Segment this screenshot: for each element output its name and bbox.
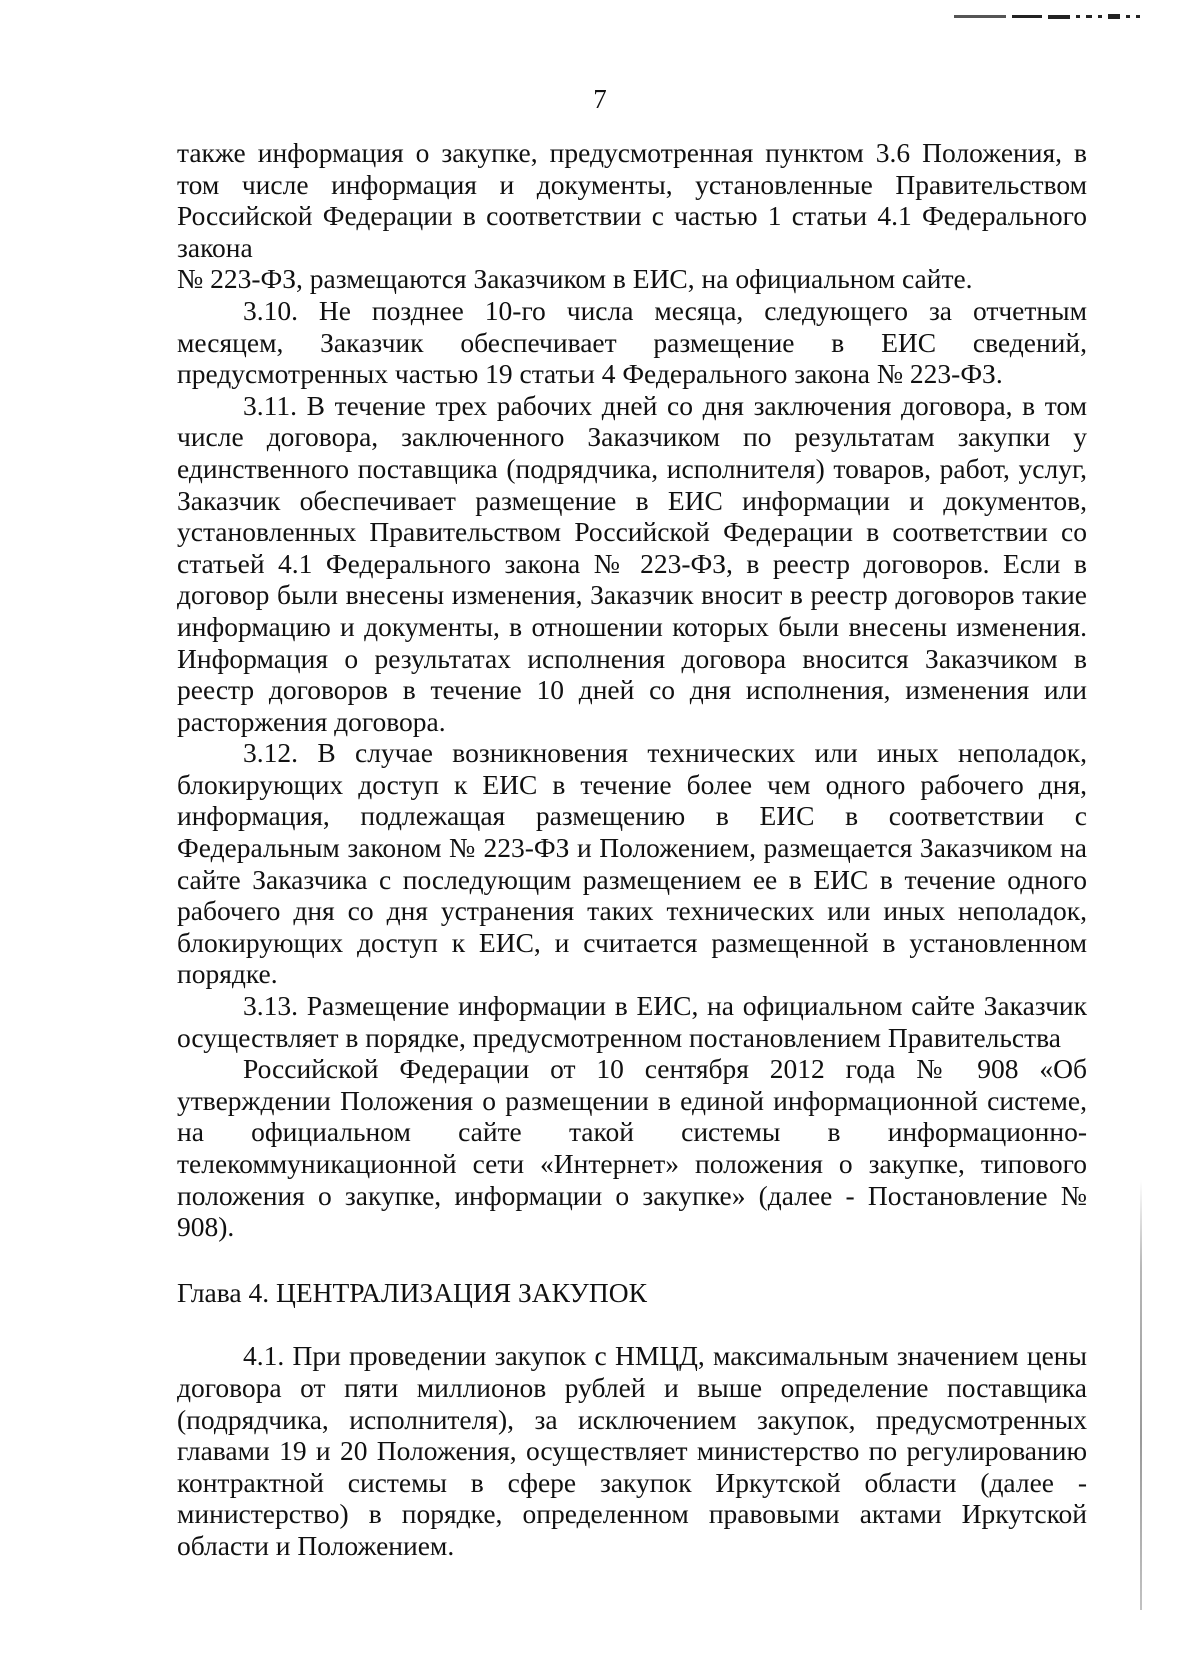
paragraph-3-11: 3.11. В течение трех рабочих дней со дня заключения договора, в том числе договора, заключенного Заказчиком по результатам закупки у единственного поставщика (подрядчика, исполнителя) товаров, работ, услуг, Заказчик обеспечивает размещение в ЕИС информации и документов, установленных Правительством Российской Федерации в соответствии со статьей 4.1 Федерального закона № 223-ФЗ, в реестр договоров. Если в договор были внесены изменения, Заказчик вносит в реестр договоров такие информацию и документы, в отношении которых были внесены изменения. Информация о результатах исполнения договора вносится Заказчиком в реестр договоров в течение 10 дней со дня исполнения, изменения или расторжения договора. <box>177 389 1087 737</box>
document-body <box>177 137 1087 1562</box>
chapter-4-heading: Глава 4. ЦЕНТРАЛИЗАЦИЯ ЗАКУПОК <box>177 1276 647 1308</box>
paragraph-3-13-continued: Российской Федерации от 10 сентября 2012 года № 908 «Об утверждении Положения о размещении в единой информационной системе, на официальном сайте такой системы в информационно-телекоммуникационной сети «Интернет» положения о закупке, типового положения о закупке, информации о закупке» (далее - Постановление № 908). <box>177 1053 1087 1243</box>
paragraph-intro-continued: № 223-ФЗ, размещаются Заказчиком в ЕИС, на официальном сайте. <box>177 263 973 295</box>
scan-artifact-marks <box>954 14 1140 19</box>
paragraph-intro: также информация о закупке, предусмотренная пунктом 3.6 Положения, в том числе информация и документы, установленные Правительством Российской Федерации в соответствии с частью 1 статьи 4.1 Федерального закона <box>177 137 1087 263</box>
paragraph-3-12: 3.12. В случае возникновения технических или иных неполадок, блокирующих доступ к ЕИС в течение более чем одного рабочего дня, информация, подлежащая размещению в ЕИС в соответствии с Федеральным законом № 223-ФЗ и Положением, размещается Заказчиком на сайте Заказчика с последующим размещением ее в ЕИС в течение одного рабочего дня со дня устранения таких технических или иных неполадок, блокирующих доступ к ЕИС, и считается размещенной в установленном порядке. <box>177 737 1087 990</box>
paragraph-3-10: 3.10. Не позднее 10-го числа месяца, следующего за отчетным месяцем, Заказчик обеспечивает размещение в ЕИС сведений, предусмотренных частью 19 статьи 4 Федерального закона № 223-ФЗ. <box>177 294 1087 390</box>
scan-edge-shadow <box>1140 1180 1142 1610</box>
page-number: 7 <box>593 84 607 114</box>
paragraph-4-1: 4.1. При проведении закупок с НМЦД, максимальным значением цены договора от пяти миллионов рублей и выше определение поставщика (подрядчика, исполнителя), за исключением закупок, предусмотренных главами 19 и 20 Положения, осуществляет министерство по регулированию контрактной системы в сфере закупок Иркутской области (далее - министерство) в порядке, определенном правовыми актами Иркутской области и Положением. <box>177 1340 1087 1561</box>
paragraph-3-13: 3.13. Размещение информации в ЕИС, на официальном сайте Заказчик осуществляет в порядке, предусмотренном постановлением Правительства <box>177 990 1087 1053</box>
